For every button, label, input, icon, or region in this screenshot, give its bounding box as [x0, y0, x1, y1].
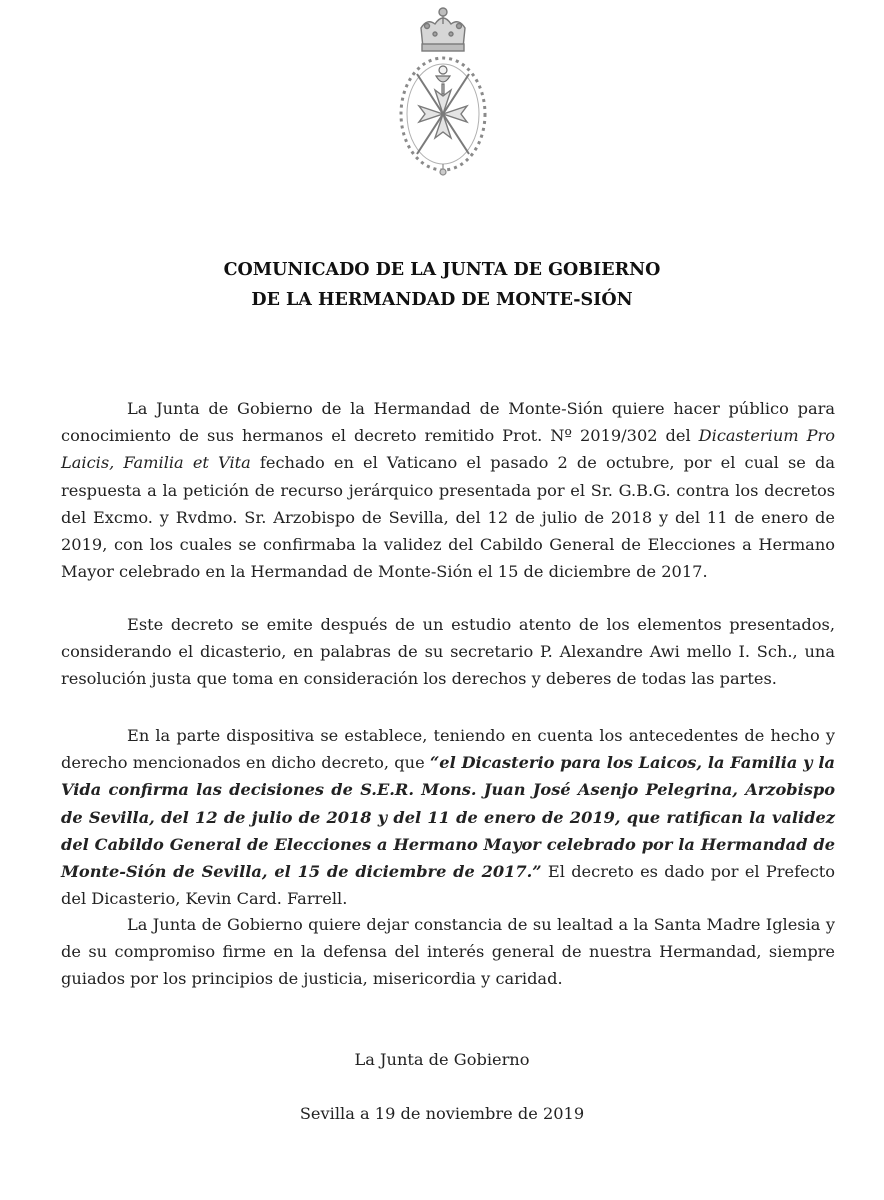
brotherhood-crest-icon — [387, 4, 499, 176]
paragraph-2 — [61, 611, 835, 693]
paragraph-4-text: La Junta de Gobierno quiere dejar constancia de su lealtad a la Santa Madre Iglesia y de su compromiso firme en la defensa del interés general de nuestra Hermandad, siempre guiados por los principios de justicia, misericordia y caridad. — [61, 915, 835, 989]
paragraph-3 — [61, 722, 835, 912]
paragraph-3-text-b: El decreto es dado por el Prefecto del Dicasterio, Kevin Card. Farrell. — [61, 862, 836, 909]
paragraph-2-text: Este decreto se emite después de un estudio atento de los elementos presentados, considerando el dicasterio, en palabras de su secretario P. Alexandre Awi mello I. Sch., una resolución justa que toma en consideración los derechos y deberes de todas las partes. — [61, 615, 835, 689]
paragraph-1-text-a: La Junta de Gobierno de la Hermandad de Monte-Sión quiere hacer público para conocimiento de sus hermanos el decreto remitido Prot. Nº 2019/302 del — [61, 399, 835, 446]
signer: La Junta de Gobierno — [354, 1050, 530, 1069]
document-title — [0, 255, 884, 315]
title-line-2: DE LA HERMANDAD DE MONTE-SIÓN — [251, 290, 633, 310]
cross-icon — [419, 90, 467, 138]
paragraph-4 — [61, 911, 835, 993]
title-line-1: COMUNICADO DE LA JUNTA DE GOBIERNO — [223, 260, 661, 280]
crown-icon — [421, 8, 465, 51]
place-date: Sevilla a 19 de noviembre de 2019 — [299, 1104, 585, 1123]
paragraph-1 — [61, 395, 835, 585]
dicastery-name: Dicasterium Pro Laicis, Familia et Vita — [61, 426, 836, 473]
chalice-icon — [436, 66, 450, 94]
paragraph-3-text-a: En la parte dispositiva se establece, teniendo en cuenta los antecedentes de hecho y derecho mencionados en dicho decreto, que — [61, 726, 835, 773]
paragraph-1-text-b: fechado en el Vaticano el pasado 2 de octubre, por el cual se da respuesta a la petición de recurso jerárquico presentada por el Sr. G.B.G. contra los decretos del Excmo. y Rvdmo. Sr. Arzobispo de Sevilla, del 12 de julio de 2018 y del 11 de enero de 2019, con los cuales se confirmaba la validez del Cabildo General de Elecciones a Hermano Mayor celebrado en la Hermandad de Monte-Sión el 15 de diciembre de 2017. — [61, 453, 835, 582]
decree-quote: “el Dicasterio para los Laicos, la Familia y la Vida confirma las decisiones de S.E.R. Mons. Juan José Asenjo Pelegrina, Arzobispo de Sevilla, del 12 de julio de 2018 y del 11 de enero de 2019, que ratifican la validez del Cabildo General de Elecciones a Hermano Mayor celebrado por la Hermandad de Monte-Sión de Sevilla, el 15 de diciembre de 2017.” — [61, 753, 836, 882]
